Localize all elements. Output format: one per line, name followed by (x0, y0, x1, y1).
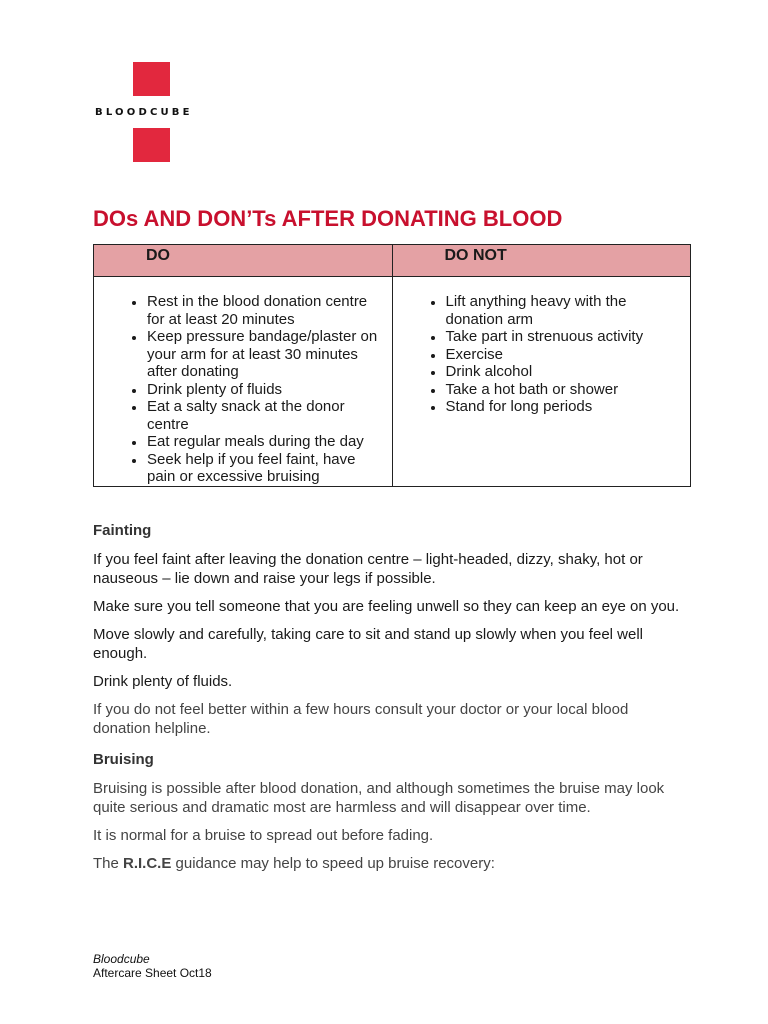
fainting-paragraph: Make sure you tell someone that you are feeling unwell so they can keep an eye on you. (93, 598, 680, 615)
do-list (94, 293, 386, 486)
page-title: DOs AND DON’Ts AFTER DONATING BLOOD (93, 206, 563, 231)
fainting-heading: Fainting (93, 522, 152, 539)
fainting-paragraph: Move slowly and carefully, taking care to sit and stand up slowly when you feel well enough. (93, 626, 643, 662)
do-not-list (393, 293, 685, 416)
do-item: • Rest in the blood donation centre for at least 20 minutes (146, 293, 386, 328)
bruising-paragraph: Bruising is possible after blood donation, and although sometimes the bruise may look quite serious and dramatic most are harmless and will disappear over time. (93, 780, 665, 816)
bruising-paragraph: It is normal for a bruise to spread out before fading. (93, 827, 434, 844)
do-item: • Seek help if you feel faint, have pain or excessive bruising (146, 451, 386, 486)
table-header-row (94, 245, 691, 277)
do-not-item: • Exercise (445, 346, 685, 364)
fainting-paragraph: Drink plenty of fluids. (93, 673, 233, 690)
do-column-header: DO (94, 245, 393, 277)
table-row (94, 277, 691, 487)
aftercare-content (93, 522, 683, 882)
logo-square-bottom-icon (133, 128, 170, 162)
footer-brand: Bloodcube (93, 952, 150, 966)
dos-and-donts-table (93, 244, 691, 487)
bruising-heading: Bruising (93, 751, 154, 768)
do-item: • Keep pressure bandage/plaster on your arm for at least 30 minutes after donating (146, 328, 386, 381)
rice-acronym: R.I.C.E (123, 855, 172, 872)
logo-square-top-icon (133, 62, 170, 96)
do-cell (94, 277, 393, 487)
rice-paragraph (93, 854, 683, 873)
fainting-paragraph: If you do not feel better within a few hours consult your doctor or your local blood donation helpline. (93, 701, 629, 737)
logo-wordmark: BLOODCUBE (95, 107, 193, 118)
do-not-cell (392, 277, 691, 487)
do-not-item: • Stand for long periods (445, 398, 685, 416)
do-not-item: • Drink alcohol (445, 363, 685, 381)
page-footer (93, 952, 212, 980)
do-not-item: • Take part in strenuous activity (445, 328, 685, 346)
do-item: • Eat regular meals during the day (146, 433, 386, 451)
rice-suffix: guidance may help to speed up bruise recovery: (171, 855, 495, 872)
do-item: • Drink plenty of fluids (146, 381, 386, 399)
do-not-column-header: DO NOT (392, 245, 691, 277)
do-not-item: • Take a hot bath or shower (445, 381, 685, 399)
footer-document-id: Aftercare Sheet Oct18 (93, 966, 212, 980)
do-item: • Eat a salty snack at the donor centre (146, 398, 386, 433)
rice-prefix: The (93, 855, 124, 872)
do-not-item: • Lift anything heavy with the donation arm (445, 293, 685, 328)
fainting-paragraph: If you feel faint after leaving the donation centre – light-headed, dizzy, shaky, hot or nauseous – lie down and raise your legs if possible. (93, 551, 643, 587)
